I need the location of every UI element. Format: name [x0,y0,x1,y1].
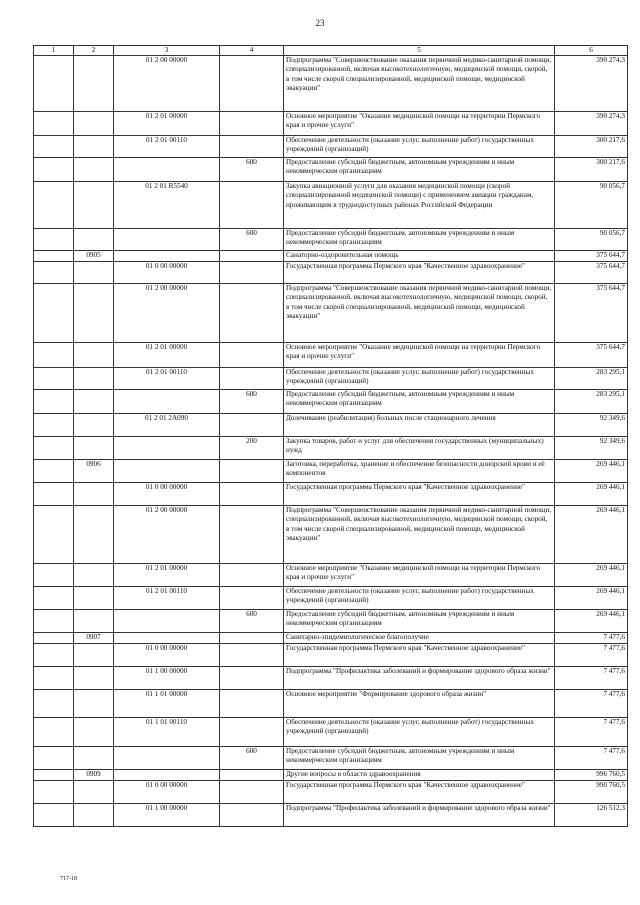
expense-kind-cell [220,368,284,390]
ministry-cell [34,564,74,587]
description-cell: Предоставление субсидий бюджетным, автономным учреждениям и иным некоммерческим организациям [284,229,555,251]
expense-kind-cell [220,781,284,804]
amount-cell: 390 274,3 [555,56,628,112]
column-header: 3 [114,46,220,56]
amount-cell: 300 217,6 [555,158,628,182]
description-cell: Государственная программа Пермского края "Качественное здравоохранение" [284,483,555,506]
table-row [34,262,628,284]
amount-cell: 283 295,1 [555,368,628,390]
table-row [34,667,628,690]
section-cell [74,112,114,136]
table-row [34,610,628,633]
ministry-cell [34,112,74,136]
table-row [34,390,628,414]
description-cell: Обеспечение деятельности (оказание услуг, выполнение работ) государственных учреждений (организаций) [284,587,555,610]
table-row [34,747,628,770]
section-cell [74,182,114,229]
ministry-cell [34,804,74,827]
expense-kind-cell [220,506,284,564]
target-code-cell: 01 0 00 00000 [114,781,220,804]
column-header: 2 [74,46,114,56]
header-row [34,46,628,56]
description-cell: Санитарно-эпидемиологическое благополучие [284,633,555,644]
ministry-cell [34,343,74,368]
section-cell [74,587,114,610]
ministry-cell [34,229,74,251]
section-cell [74,284,114,343]
table-row [34,483,628,506]
target-code-cell [114,770,220,781]
section-cell [74,747,114,770]
description-cell: Предоставление субсидий бюджетным, автономным учреждениям и иным некоммерческим организациям [284,610,555,633]
section-cell [74,390,114,414]
target-code-cell [114,437,220,460]
expense-kind-cell [220,182,284,229]
ministry-cell [34,182,74,229]
expense-kind-cell [220,251,284,262]
amount-cell: 300 217,6 [555,136,628,158]
ministry-cell [34,136,74,158]
expense-kind-cell [220,262,284,284]
target-code-cell: 01 2 00 00000 [114,56,220,112]
table-row [34,343,628,368]
section-cell [74,644,114,667]
section-cell [74,262,114,284]
amount-cell: 269 446,1 [555,564,628,587]
description-cell: Основное мероприятие "Оказание медицинской помощи на территории Пермского края и прочие услуги" [284,112,555,136]
target-code-cell: 01 2 01 00000 [114,564,220,587]
target-code-cell: 01 1 01 00000 [114,690,220,718]
ministry-cell [34,633,74,644]
description-cell: Подпрограмма "Совершенствование оказания первичной медико-санитарной помощи, специализированной, включая высокотехнологичную, медицинской помощи, скорой, в том числе скорой специализированной, медицинской помощи, медицинской эвакуации" [284,56,555,112]
table-row [34,564,628,587]
expense-kind-cell [220,56,284,112]
description-cell: Подпрограмма "Совершенствование оказания первичной медико-санитарной помощи, специализированной, включая высокотехнологичную, медицинской помощи, скорой, в том числе скорой специализированной, медицинской помощи, медицинской эвакуации" [284,284,555,343]
ministry-cell [34,158,74,182]
expense-kind-cell: 200 [220,437,284,460]
table-row [34,229,628,251]
target-code-cell: 01 2 01 2А090 [114,414,220,437]
expense-kind-cell [220,667,284,690]
description-cell: Другие вопросы в области здравоохранения [284,770,555,781]
target-code-cell: 01 1 01 00110 [114,718,220,747]
description-cell: Предоставление субсидий бюджетным, автономным учреждениям и иным некоммерческим организациям [284,390,555,414]
target-code-cell: 01 1 00 00000 [114,804,220,827]
section-cell: 0907 [74,633,114,644]
expense-kind-cell [220,136,284,158]
description-cell: Подпрограмма "Профилактика заболеваний и формирование здорового образа жизни" [284,667,555,690]
amount-cell: 283 295,1 [555,390,628,414]
expense-kind-cell: 600 [220,390,284,414]
expense-kind-cell [220,112,284,136]
footer-code: 717-18 [60,876,77,882]
table-row [34,414,628,437]
section-cell [74,804,114,827]
ministry-cell [34,644,74,667]
ministry-cell [34,56,74,112]
section-cell [74,718,114,747]
budget-table [33,45,628,827]
table-row [34,460,628,483]
amount-cell: 269 446,1 [555,587,628,610]
table-row [34,182,628,229]
target-code-cell [114,158,220,182]
section-cell: 0909 [74,770,114,781]
ministry-cell [34,437,74,460]
table-row [34,633,628,644]
ministry-cell [34,770,74,781]
target-code-cell: 01 2 00 00000 [114,284,220,343]
amount-cell: 269 446,1 [555,610,628,633]
table-row [34,718,628,747]
target-code-cell: 01 2 00 00000 [114,506,220,564]
description-cell: Основное мероприятие "Оказание медицинской помощи на территории Пермского края и прочие услуги" [284,343,555,368]
description-cell: Основное мероприятие "Оказание медицинской помощи на территории Пермского края и прочие услуги" [284,564,555,587]
expense-kind-cell [220,587,284,610]
description-cell: Закупка товаров, работ и услуг для обеспечения государственных (муниципальных) нужд [284,437,555,460]
amount-cell: 7 477,6 [555,644,628,667]
ministry-cell [34,587,74,610]
table-row [34,506,628,564]
section-cell [74,506,114,564]
target-code-cell [114,390,220,414]
expense-kind-cell: 600 [220,158,284,182]
table-row [34,770,628,781]
description-cell: Закупка авиационной услуги для оказания медицинской помощи (скорой специализированной медицинской помощи) с применением авиации гражданам, проживающим в труднодоступных районах Российской Федерации [284,182,555,229]
section-cell [74,343,114,368]
column-header: 4 [220,46,284,56]
target-code-cell: 01 2 01 00110 [114,368,220,390]
table-body [34,56,628,827]
section-cell [74,564,114,587]
ministry-cell [34,390,74,414]
description-cell: Государственная программа Пермского края "Качественное здравоохранение" [284,781,555,804]
description-cell: Государственная программа Пермского края "Качественное здравоохранение" [284,262,555,284]
expense-kind-cell [220,460,284,483]
section-cell: 0905 [74,251,114,262]
table-row [34,251,628,262]
description-cell: Санаторно-оздоровительная помощь [284,251,555,262]
amount-cell: 7 477,6 [555,633,628,644]
amount-cell: 92 349,6 [555,414,628,437]
expense-kind-cell [220,564,284,587]
amount-cell: 990 760,5 [555,781,628,804]
target-code-cell: 01 2 01 R5540 [114,182,220,229]
section-cell [74,781,114,804]
amount-cell: 375 644,7 [555,251,628,262]
section-cell: 0906 [74,460,114,483]
table-row [34,690,628,718]
expense-kind-cell [220,718,284,747]
target-code-cell [114,251,220,262]
amount-cell: 7 477,6 [555,667,628,690]
target-code-cell [114,633,220,644]
amount-cell: 90 056,7 [555,229,628,251]
table-row [34,587,628,610]
expense-kind-cell [220,644,284,667]
ministry-cell [34,368,74,390]
amount-cell: 92 349,6 [555,437,628,460]
amount-cell: 390 274,3 [555,112,628,136]
amount-cell: 7 477,6 [555,690,628,718]
expense-kind-cell [220,690,284,718]
column-header: 5 [284,46,555,56]
table-row [34,136,628,158]
expense-kind-cell [220,414,284,437]
expense-kind-cell: 600 [220,610,284,633]
amount-cell: 375 644,7 [555,284,628,343]
target-code-cell: 01 0 00 00000 [114,483,220,506]
table-row [34,781,628,804]
section-cell [74,610,114,633]
description-cell: Основное мероприятие "Формирование здорового образа жизни" [284,690,555,718]
section-cell [74,158,114,182]
section-cell [74,56,114,112]
expense-kind-cell: 600 [220,229,284,251]
amount-cell: 7 477,6 [555,747,628,770]
expense-kind-cell [220,633,284,644]
target-code-cell: 01 0 00 00000 [114,262,220,284]
target-code-cell: 01 1 00 00000 [114,667,220,690]
description-cell: Заготовка, переработка, хранение и обеспечение безопасности донорской крови и её компонентов [284,460,555,483]
section-cell [74,368,114,390]
section-cell [74,437,114,460]
ministry-cell [34,718,74,747]
target-code-cell: 01 2 01 00110 [114,136,220,158]
target-code-cell [114,229,220,251]
table-row [34,437,628,460]
ministry-cell [34,284,74,343]
ministry-cell [34,506,74,564]
section-cell [74,483,114,506]
description-cell: Государственная программа Пермского края "Качественное здравоохранение" [284,644,555,667]
amount-cell: 7 477,6 [555,718,628,747]
ministry-cell [34,690,74,718]
amount-cell: 269 446,1 [555,506,628,564]
ministry-cell [34,781,74,804]
table-row [34,284,628,343]
description-cell: Подпрограмма "Совершенствование оказания первичной медико-санитарной помощи, специализированной, включая высокотехнологичную, медицинской помощи, скорой, в том числе скорой специализированной, медицинской помощи, медицинской эвакуации" [284,506,555,564]
description-cell: Обеспечение деятельности (оказание услуг, выполнение работ) государственных учреждений (организаций) [284,368,555,390]
ministry-cell [34,747,74,770]
column-header: 6 [555,46,628,56]
description-cell: Обеспечение деятельности (оказание услуг, выполнение работ) государственных учреждений (организаций) [284,136,555,158]
table-row [34,158,628,182]
amount-cell: 126 512,3 [555,804,628,827]
target-code-cell: 01 2 01 00110 [114,587,220,610]
section-cell [74,667,114,690]
ministry-cell [34,667,74,690]
section-cell [74,690,114,718]
amount-cell: 90 056,7 [555,182,628,229]
table-row [34,368,628,390]
expense-kind-cell: 600 [220,747,284,770]
expense-kind-cell [220,804,284,827]
amount-cell: 375 644,7 [555,262,628,284]
expense-kind-cell [220,343,284,368]
page-number: 23 [315,18,325,28]
expense-kind-cell [220,770,284,781]
column-header: 1 [34,46,74,56]
table-row [34,804,628,827]
description-cell: Предоставление субсидий бюджетным, автономным учреждениям и иным некоммерческим организациям [284,747,555,770]
target-code-cell: 01 0 00 00000 [114,644,220,667]
amount-cell: 269 446,1 [555,483,628,506]
ministry-cell [34,414,74,437]
amount-cell: 375 644,7 [555,343,628,368]
ministry-cell [34,483,74,506]
target-code-cell: 01 2 01 00000 [114,112,220,136]
ministry-cell [34,262,74,284]
table-row [34,56,628,112]
amount-cell: 996 760,5 [555,770,628,781]
description-cell: Предоставление субсидий бюджетным, автономным учреждениям и иным некоммерческим организациям [284,158,555,182]
target-code-cell [114,610,220,633]
section-cell [74,136,114,158]
section-cell [74,414,114,437]
description-cell: Подпрограмма "Профилактика заболеваний и формирование здорового образа жизни" [284,804,555,827]
description-cell: Обеспечение деятельности (оказание услуг, выполнение работ) государственных учреждений (организаций) [284,718,555,747]
expense-kind-cell [220,284,284,343]
ministry-cell [34,251,74,262]
target-code-cell [114,747,220,770]
table-row [34,112,628,136]
description-cell: Долечивание (реабилитация) больных после стационарного лечения [284,414,555,437]
ministry-cell [34,610,74,633]
ministry-cell [34,460,74,483]
amount-cell: 269 446,1 [555,460,628,483]
target-code-cell [114,460,220,483]
expense-kind-cell [220,483,284,506]
table-row [34,644,628,667]
target-code-cell: 01 2 01 00000 [114,343,220,368]
section-cell [74,229,114,251]
